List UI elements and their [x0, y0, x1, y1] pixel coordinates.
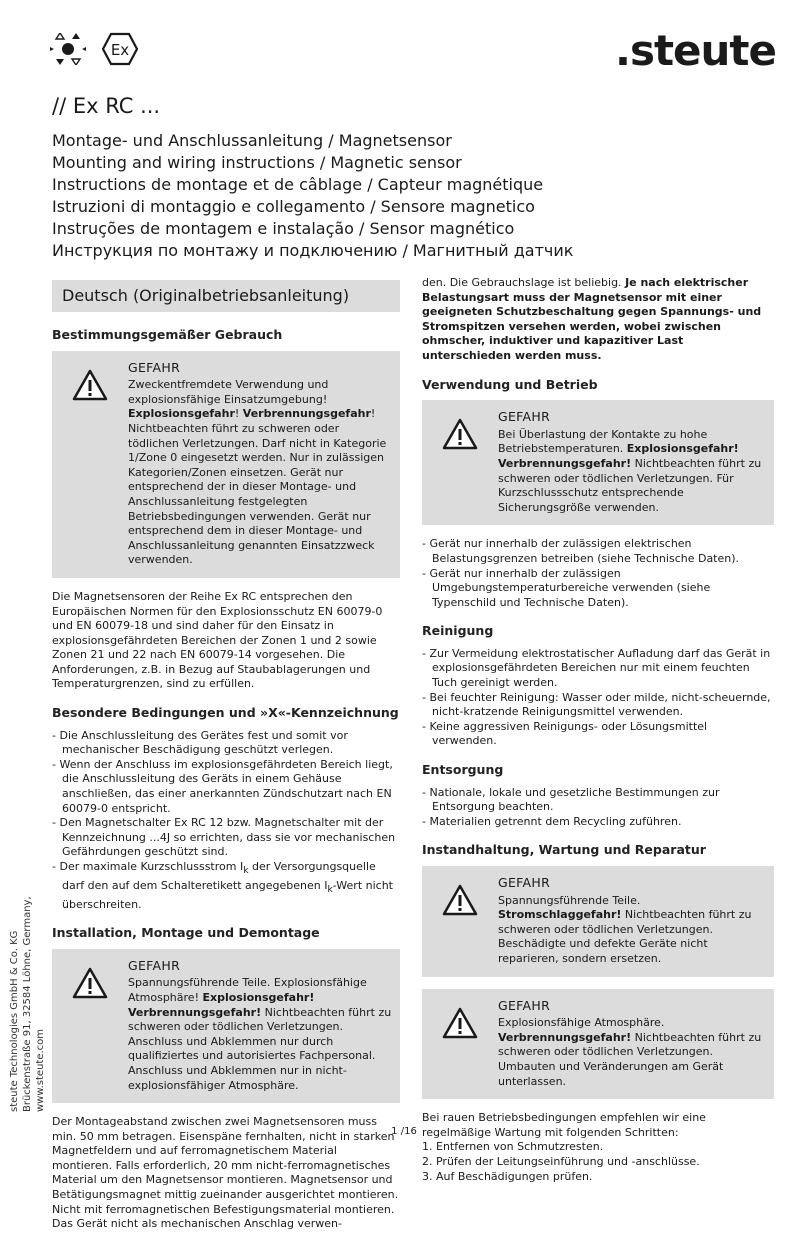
title-pt: Instruções de montagem e instalação / Sensor magnético [52, 219, 515, 238]
document-titles [52, 130, 573, 262]
list-item: - Zur Vermeidung elektrostatischer Aufladung darf das Gerät in explosionsgefährdeten Bereichen nur mit einem feuchten Tuch gereinigt werden. [422, 647, 774, 691]
company-address-line: Brückenstraße 91, 32584 Löhne, Germany, www.steute.com [22, 896, 46, 1112]
title-ru: Инструкция по монтажу и подключению / Магнитный датчик [52, 241, 574, 260]
list-item: 3. Auf Beschädigungen prüfen. [422, 1169, 593, 1183]
list-item: - Die Anschlussleitung des Gerätes fest und somit vor mechanischer Beschädigung geschützt verlegen. [52, 729, 400, 758]
danger-label: GEFAHR [498, 409, 551, 425]
section-heading: Besondere Bedingungen und »X«-Kennzeichnung [52, 705, 399, 721]
section-heading: Reinigung [422, 623, 494, 639]
section-heading: Bestimmungsgemäßer Gebrauch [52, 327, 283, 342]
right-column [422, 276, 774, 1184]
warning-icon [52, 361, 128, 568]
section-heading: Instandhaltung, Wartung und Reparatur [422, 842, 706, 858]
paragraph: den. Die Gebrauchslage ist beliebig. Je nach elektrischer Belastungsart muss der Magnetsensor mit einer geeigneten Schutzbeschaltung gegen Spannungs- und Stromspitzen versehen werden, wobei zwischen ohmscher, induktiver und kapazitiver Last unterschieden werden muss. [422, 276, 762, 362]
danger-label: GEFAHR [498, 997, 551, 1013]
conditions-list [52, 729, 400, 913]
disposal-list [422, 786, 774, 830]
danger-box [52, 949, 400, 1103]
certification-logos [50, 32, 138, 66]
ex-hexagon-icon [102, 32, 138, 66]
product-title: // Ex RC ... [52, 94, 161, 118]
atex-symbol-icon [50, 33, 86, 65]
paragraph: Der Montageabstand zwischen zwei Magnetsensoren muss min. 50 mm betragen. Eisenspäne fernhalten, nicht in starken Magnetfeldern und auf ferromagnetischem Material montieren. Falls erforderlich, 20 mm nicht-ferromagnetisches Material um den Magnetsensor montieren. Magnetsensor und Betätigungsmagnet mittig zueinander ausgerichtet montieren. Nicht mit ferromagnetischen Befestigungsmaterial montieren. Das Gerät nicht als mechanischen Anschlag verwen- [52, 1115, 399, 1231]
section-heading: Entsorgung [422, 762, 504, 778]
list-item: - Keine aggressiven Reinigungs- oder Lösungsmittel verwenden. [422, 720, 774, 749]
section-heading: Installation, Montage und Demontage [52, 925, 320, 941]
list-item: - Nationale, lokale und gesetzliche Bestimmungen zur Entsorgung beachten. [422, 786, 774, 815]
page-number: 1 /16 [391, 1126, 417, 1137]
usage-list [422, 537, 774, 610]
warning-icon [422, 410, 498, 515]
danger-text: Spannungsführende Teile. Explosionsfähige Atmosphäre! Explosionsgefahr! Verbrennungsgefahr! Nichtbeachten führt zu schweren oder tödlichen Verletzungen. Anschluss und Abklemmen nur durch qualifiziertes und autorisiertes Fachpersonal. Anschluss und Abklemmen nur in nicht-explosionsfähiger Atmosphäre. [128, 976, 392, 1092]
paragraph: Die Magnetsensoren der Reihe Ex RC entsprechen den Europäischen Normen für den Explosionsschutz EN 60079-0 und EN 60079-18 und sind daher für den Einsatz in explosionsgefährdeten Bereichen der Zonen 1 und 2 sowie Zonen 21 und 22 nach EN 60079-14 vorgesehen. Die Anforderungen, z.B. in Bezug auf Staubablagerungen und Temperaturgrenzen, sind zu erfüllen. [52, 589, 383, 691]
cleaning-list [422, 647, 774, 749]
company-name: steute Technologies GmbH & Co. KG [9, 930, 20, 1112]
maintenance-steps [422, 1140, 774, 1184]
warning-icon [422, 876, 498, 967]
list-item: - Materialien getrennt dem Recycling zuführen. [422, 815, 774, 830]
danger-label: GEFAHR [128, 359, 181, 375]
list-item: - Der maximale Kurzschlussstrom $I_k$ der Versorgungsquelle darf den auf dem Schalteretikett angegebenen $I_k$-Wert nicht überschreiten. [52, 860, 400, 912]
danger-box [422, 866, 774, 977]
danger-text: Spannungsführende Teile. Stromschlaggefahr! Nichtbeachten führt zu schweren oder tödlichen Verletzungen. Beschädigte und defekte Geräte nicht reparieren, sondern ersetzen. [498, 893, 752, 965]
warning-icon [422, 999, 498, 1090]
title-en: Mounting and wiring instructions / Magnetic sensor [52, 153, 462, 172]
danger-text: Explosionsfähige Atmosphäre. Verbrennungsgefahr! Nichtbeachten führt zu schweren oder tödlichen Verletzungen. Umbauten und Veränderungen am Gerät unterlassen. [498, 1016, 762, 1088]
list-item: - Bei feuchter Reinigung: Wasser oder milde, nicht-scheuernde, nicht-kratzende Reinigungsmittel verwenden. [422, 691, 774, 720]
language-heading: Deutsch (Originalbetriebsanleitung) [52, 280, 400, 312]
title-de: Montage- und Anschlussanleitung / Magnetsensor [52, 131, 452, 150]
danger-box [422, 989, 774, 1100]
brand-logo: .steute [615, 26, 776, 75]
danger-text: Zweckentfremdete Verwendung und explosionsfähige Einsatzumgebung! Explosionsgefahr! Verbrennungsgefahr! Nichtbeachten führt zu schweren oder tödlichen Verletzungen. Darf nicht in Kategorie 1/Zone 0 eingesetzt werden. Nur in zulässigen Kategorien/Zonen einsetzen. Gerät nur entsprechend der in dieser Montage- und Anschlussanleitung festgelegten Betriebsbedingungen verwenden. Gerät nur entsprechend dem in dieser Montage- und Anschlussanleitung genannten Einsatzzweck verwenden. [128, 378, 387, 567]
ex-mark-label: Ex [110, 41, 130, 59]
danger-box [422, 400, 774, 525]
warning-icon [52, 959, 128, 1093]
list-item: - Den Magnetschalter Ex RC 12 bzw. Magnetschalter mit der Kennzeichnung ...4J so errichten, dass sie vor mechanischen Gefährdungen geschützt sind. [52, 816, 400, 860]
list-item: 1. Entfernen von Schmutzresten. [422, 1140, 604, 1154]
danger-label: GEFAHR [498, 875, 551, 890]
list-item: 2. Prüfen der Leitungseinführung und -anschlüsse. [422, 1154, 700, 1168]
danger-label: GEFAHR [128, 957, 181, 973]
list-item: - Gerät nur innerhalb der zulässigen elektrischen Belastungsgrenzen betreiben (siehe Technische Daten). [422, 537, 774, 566]
title-it: Istruzioni di montaggio e collegamento / Sensore magnetico [52, 197, 535, 216]
title-fr: Instructions de montage et de câblage / Capteur magnétique [52, 175, 544, 194]
list-item: - Gerät nur innerhalb der zulässigen Umgebungstemperaturbereiche verwenden (siehe Typenschild und Technische Daten). [422, 567, 774, 611]
paragraph: Bei rauen Betriebsbedingungen empfehlen wir eine regelmäßige Wartung mit folgenden Schritten: [422, 1111, 706, 1139]
section-heading: Verwendung und Betrieb [422, 376, 598, 392]
company-address [8, 812, 47, 1112]
danger-box [52, 351, 400, 578]
danger-text: Bei Überlastung der Kontakte zu hohe Betriebstemperaturen. Explosionsgefahr! Verbrennungsgefahr! Nichtbeachten führt zu schweren oder tödlichen Verletzungen. Für Kurzschlussschutz entsprechende Sicherungsgröße verwenden. [498, 427, 762, 514]
list-item: - Wenn der Anschluss im explosionsgefährdeten Bereich liegt, die Anschlussleitung des Geräts in einem Gehäuse anschließen, das einer anerkannten Zündschutzart nach EN 60079-0 entspricht. [52, 758, 400, 816]
left-column [52, 280, 400, 1240]
